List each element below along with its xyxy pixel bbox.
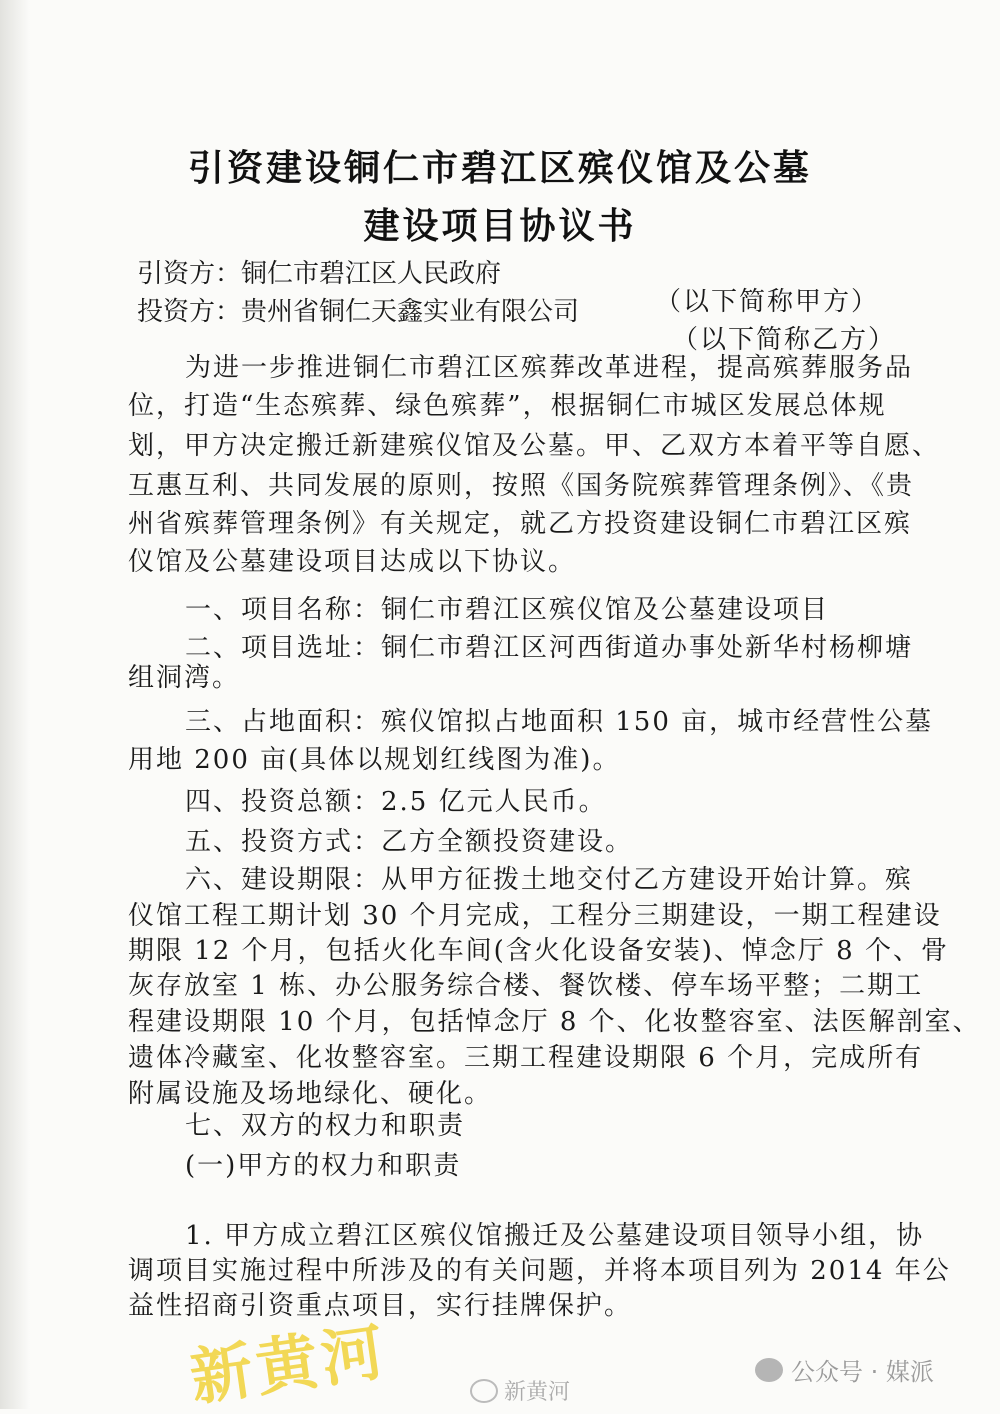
party-b: 投资方：贵州省铜仁天鑫实业有限公司 [137, 297, 580, 327]
document-line: 程建设期限 10 个月，包括悼念厅 8 个、化妆整容室、法医解剖室、 [128, 1007, 981, 1037]
party-a-note: （以下简称甲方） [655, 287, 880, 317]
document-line: 七、双方的权力和职责 [185, 1111, 466, 1141]
weibo-watermark-text: 新黄河 [504, 1380, 571, 1405]
wechat-watermark-text: 公众号 · 媒派 [791, 1358, 934, 1386]
wechat-watermark [755, 1352, 934, 1387]
party-b-note: （以下简称乙方） [672, 325, 897, 355]
party-a: 引资方：铜仁市碧江区人民政府 [137, 259, 502, 289]
watermark-stamp: 新黄河 [185, 1314, 393, 1414]
document-line: 一、项目名称：铜仁市碧江区殡仪馆及公墓建设项目 [185, 595, 830, 625]
document-line: 三、占地面积：殡仪馆拟占地面积 150 亩，城市经营性公墓 [185, 707, 934, 737]
document-line: 仪馆及公墓建设项目达成以下协议。 [128, 547, 577, 577]
weibo-watermark [470, 1375, 570, 1406]
document-line: 五、投资方式：乙方全额投资建设。 [185, 827, 634, 857]
document-line: 1. 甲方成立碧江区殡仪馆搬迁及公墓建设项目领导小组，协 [185, 1221, 925, 1251]
document-line: 用地 200 亩(具体以规划红线图为准)。 [128, 745, 621, 775]
document-line: 调项目实施过程中所涉及的有关问题，并将本项目列为 2014 年公 [128, 1256, 951, 1286]
weibo-icon [470, 1379, 498, 1403]
wechat-icon [755, 1358, 783, 1382]
document-line: 州省殡葬管理条例》有关规定，就乙方投资建设铜仁市碧江区殡 [128, 509, 913, 539]
document-line: (一)甲方的权力和职责 [185, 1151, 462, 1181]
document-line: 仪馆工程工期计划 30 个月完成，工程分三期建设，一期工程建设 [128, 901, 942, 931]
document-line: 附属设施及场地绿化、硬化。 [128, 1079, 493, 1109]
document-title-line-2: 建设项目协议书 [363, 206, 637, 247]
document-line: 灰存放室 1 栋、办公服务综合楼、餐饮楼、停车场平整；二期工 [128, 971, 924, 1001]
document-title-line-1: 引资建设铜仁市碧江区殡仪馆及公墓 [187, 148, 812, 189]
document-line: 四、投资总额：2.5 亿元人民币。 [185, 787, 607, 817]
document-line: 益性招商引资重点项目，实行挂牌保护。 [128, 1291, 633, 1321]
document-line: 遗体冷藏室、化妆整容室。三期工程建设期限 6 个月，完成所有 [128, 1043, 924, 1073]
document-line: 划，甲方决定搬迁新建殡仪馆及公墓。甲、乙双方本着平等自愿、 [128, 431, 941, 461]
document-line: 六、建设期限：从甲方征拨土地交付乙方建设开始计算。殡 [185, 865, 914, 895]
document-line: 期限 12 个月，包括火化车间(含火化设备安装)、悼念厅 8 个、骨 [128, 936, 949, 966]
document-line: 为进一步推进铜仁市碧江区殡葬改革进程，提高殡葬服务品 [185, 353, 914, 383]
document-line: 位，打造“生态殡葬、绿色殡葬”，根据铜仁市城区发展总体规 [128, 391, 887, 421]
document-line: 二、项目选址：铜仁市碧江区河西街道办事处新华村杨柳塘 [185, 633, 914, 663]
document-line: 组洞湾。 [128, 663, 241, 693]
document-line: 互惠互利、共同发展的原则，按照《国务院殡葬管理条例》、《贵 [128, 471, 915, 501]
